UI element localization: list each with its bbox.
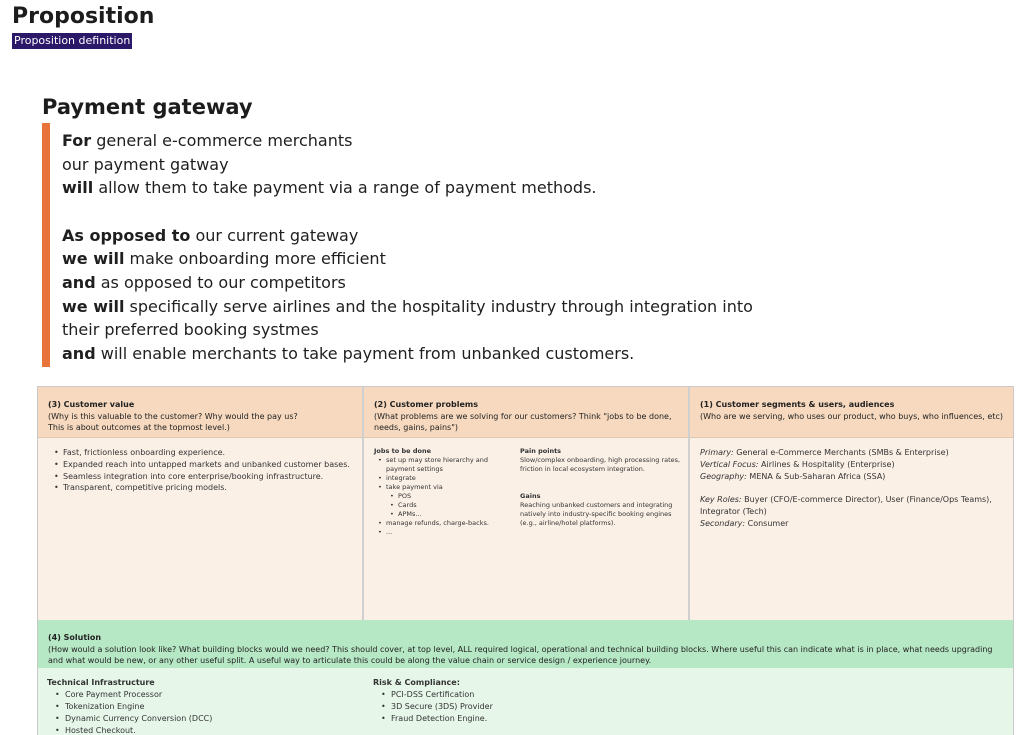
customer-problems-desc: needs, gains, pains") bbox=[374, 423, 459, 432]
proposition-statement bbox=[42, 123, 762, 368]
customer-segments-header bbox=[690, 387, 1013, 438]
statement-line: we will specifically serve airlines and the hospitality industry through integration into bbox=[62, 296, 753, 316]
statement-line: and will enable merchants to take payment from unbanked customers. bbox=[62, 343, 635, 363]
list-item: • Fast, frictionless onboarding experience. bbox=[63, 447, 352, 459]
customer-problems-panel bbox=[364, 387, 690, 620]
pain-points-heading: Pain points bbox=[520, 447, 562, 455]
customer-problems-heading: (2) Customer problems bbox=[374, 400, 478, 409]
pains-gains bbox=[520, 447, 685, 528]
list-item: • Expanded reach into untapped markets and unbanked customer bases. bbox=[63, 459, 352, 471]
solution-header bbox=[38, 620, 1014, 668]
customer-value-panel bbox=[38, 387, 364, 620]
customer-segments-desc: (Who are we serving, who uses our product, who buys, who influences, etc) bbox=[700, 411, 1003, 421]
primary-segment: Primary: General e-Commerce Merchants (SMBs & Enterprise) bbox=[700, 448, 949, 457]
statement-line: their preferred booking systmes bbox=[62, 320, 319, 340]
jobs-list bbox=[374, 456, 514, 537]
solution-columns bbox=[38, 668, 1014, 735]
statement-line: will allow them to take payment via a range of payment methods. bbox=[62, 178, 597, 198]
jobs-to-be-done bbox=[374, 447, 514, 537]
key-roles-continued: Integrator (Tech) bbox=[700, 507, 767, 517]
solution-heading: (4) Solution bbox=[48, 633, 102, 642]
geography: Geography: MENA & Sub-Saharan Africa (SSA) bbox=[700, 471, 886, 481]
solution-panel bbox=[38, 620, 1014, 735]
list-item: • PCI-DSS Certification bbox=[391, 689, 673, 701]
list-item: • Fraud Detection Engine. bbox=[391, 713, 673, 725]
list-item: • Dynamic Currency Conversion (DCC) bbox=[65, 713, 347, 725]
customer-problems-header bbox=[364, 387, 688, 438]
technical-infrastructure bbox=[47, 677, 347, 735]
customer-segments-body bbox=[690, 438, 1013, 539]
gains-text: Reaching unbanked customers and integrating natively into industry-specific booking engines (e.g., airline/hotel platforms). bbox=[520, 501, 673, 527]
vertical-focus: Vertical Focus: Airlines & Hospitality (Enterprise) bbox=[700, 459, 895, 469]
list-item: • ... bbox=[386, 528, 514, 537]
statement-line: and as opposed to our competitors bbox=[62, 272, 346, 292]
list-item: • APMs... bbox=[398, 510, 514, 519]
list-item: • Core Payment Processor bbox=[65, 689, 347, 701]
list-item: • Seamless integration into core enterprise/booking infrastructure. bbox=[63, 471, 352, 483]
risk-compliance-heading: Risk & Compliance: bbox=[373, 678, 460, 687]
technical-infrastructure-heading: Technical Infrastructure bbox=[47, 678, 155, 687]
section-heading: Payment gateway bbox=[42, 95, 253, 119]
page-title: Proposition bbox=[12, 4, 155, 29]
customer-value-desc: (Why is this valuable to the customer? Why would the pay us? bbox=[48, 411, 298, 421]
key-roles: Key Roles: Buyer (CFO/E-commerce Director), User (Finance/Ops Teams), bbox=[700, 495, 992, 505]
list-item: • 3D Secure (3DS) Provider bbox=[391, 701, 673, 713]
list-item: • set up may store hierarchy and payment settings bbox=[386, 456, 514, 474]
statement-line: our payment gatway bbox=[62, 154, 229, 174]
secondary-segment: Secondary: Consumer bbox=[700, 518, 789, 528]
list-item: • Transparent, competitive pricing models. bbox=[63, 482, 352, 494]
customer-problems-body bbox=[364, 438, 688, 536]
list-item: • Cards bbox=[398, 501, 514, 510]
list-item: • Tokenization Engine bbox=[65, 701, 347, 713]
gains-heading: Gains bbox=[520, 492, 541, 500]
list-item: • take payment via • POS • Cards • APMs... bbox=[386, 483, 514, 519]
risk-compliance bbox=[373, 677, 673, 725]
customer-value-body bbox=[38, 438, 362, 503]
list-item: • integrate bbox=[386, 474, 514, 483]
customer-segments-heading: (1) Customer segments & users, audiences bbox=[700, 400, 895, 409]
customer-value-desc: This is about outcomes at the topmost level.) bbox=[48, 423, 230, 432]
solution-desc: (How would a solution look like? What building blocks would we need? This should cover, at top level, ALL required logical, operational and technical building blocks. Where useful this can indicate what is in place, what needs upgrading and what would be new, or any other useful split. A useful way to articulate this could be along the value chain or service design / experience journey. bbox=[48, 644, 993, 665]
list-item: • POS bbox=[398, 492, 514, 501]
customer-segments-panel bbox=[690, 387, 1014, 620]
technical-infrastructure-list bbox=[47, 689, 347, 735]
pain-points-text: Slow/complex onboarding, high processing rates, friction in local ecosystem integration. bbox=[520, 456, 681, 473]
risk-compliance-list bbox=[373, 689, 673, 725]
payment-methods-list bbox=[386, 492, 514, 519]
statement-text bbox=[62, 129, 753, 365]
statement-line: we will make onboarding more efficient bbox=[62, 249, 386, 269]
statement-line: For general e-commerce merchants bbox=[62, 131, 353, 150]
statement-line: As opposed to our current gateway bbox=[62, 225, 359, 245]
customer-value-header bbox=[38, 387, 362, 438]
customer-problems-desc: (What problems are we solving for our customers? Think "jobs to be done, bbox=[374, 411, 672, 421]
list-item: • Hosted Checkout. bbox=[65, 725, 347, 735]
proposition-canvas bbox=[37, 386, 1014, 735]
jobs-heading: Jobs to be done bbox=[374, 447, 431, 455]
proposition-definition-badge[interactable]: Proposition definition bbox=[14, 34, 131, 47]
customer-value-list bbox=[48, 447, 352, 494]
customer-value-heading: (3) Customer value bbox=[48, 400, 135, 409]
list-item: • manage refunds, charge-backs. bbox=[386, 519, 514, 528]
statement-accent-bar bbox=[42, 123, 50, 367]
